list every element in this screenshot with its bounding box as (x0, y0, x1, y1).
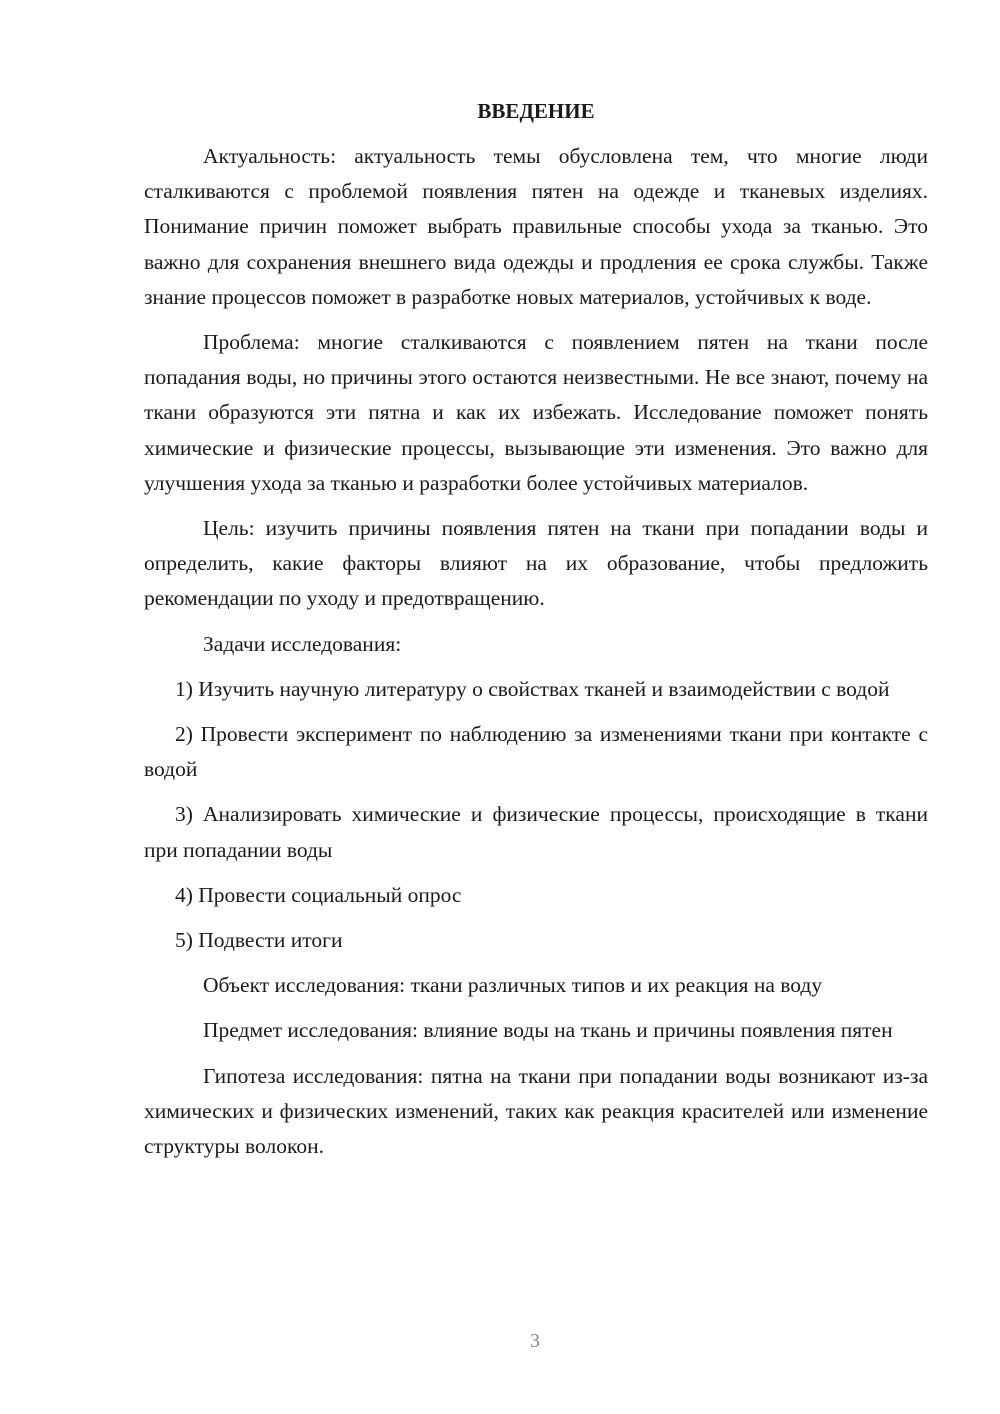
tasks-list (144, 672, 928, 958)
task-item: 1) Изучить научную литературу о свойствах тканей и взаимодействии с водой (175, 676, 890, 701)
task-item: 4) Провести социальный опрос (175, 882, 462, 907)
page-number: 3 (530, 1330, 540, 1352)
task-item: 5) Подвести итоги (175, 928, 343, 953)
task-item: 2) Провести эксперимент по наблюдению за изменениями ткани при контакте с водой (144, 722, 928, 782)
object-paragraph: Объект исследования: ткани различных типов и их реакция на воду (203, 973, 823, 998)
goal-paragraph: Цель: изучить причины появления пятен на ткани при попадании воды и определить, какие факторы влияют на их образование, чтобы предложить рекомендации по уходу и предотвращению. (144, 516, 928, 611)
page-title: ВВЕДЕНИЕ (477, 99, 595, 123)
subject-paragraph: Предмет исследования: влияние воды на ткань и причины появления пятен (203, 1018, 893, 1043)
document-page (144, 94, 928, 1174)
problem-paragraph: Проблема: многие сталкиваются с появлением пятен на ткани после попадания воды, но причины этого остаются неизвестными. Не все знают, почему на ткани образуются эти пятна и как их избежать. Исследование поможет понять химические и физические процессы, вызывающие эти изменения. Это важно для улучшения ухода за тканью и разработки более устойчивых материалов. (144, 330, 928, 495)
tasks-heading: Задачи исследования: (203, 631, 402, 656)
task-item: 3) Анализировать химические и физические процессы, происходящие в ткани при попадании воды (144, 802, 928, 862)
hypothesis-paragraph: Гипотеза исследования: пятна на ткани при попадании воды возникают из-за химических и физических изменений, таких как реакция красителей или изменение структуры волокон. (144, 1063, 928, 1159)
relevance-paragraph: Актуальность: актуальность темы обусловлена тем, что многие люди сталкиваются с проблемой появления пятен на одежде и тканевых изделиях. Понимание причин поможет выбрать правильные способы ухода за тканью. Это важно для сохранения внешнего вида одежды и продления ее срока службы. Также знание процессов поможет в разработке новых материалов, устойчивых к воде. (144, 144, 928, 309)
